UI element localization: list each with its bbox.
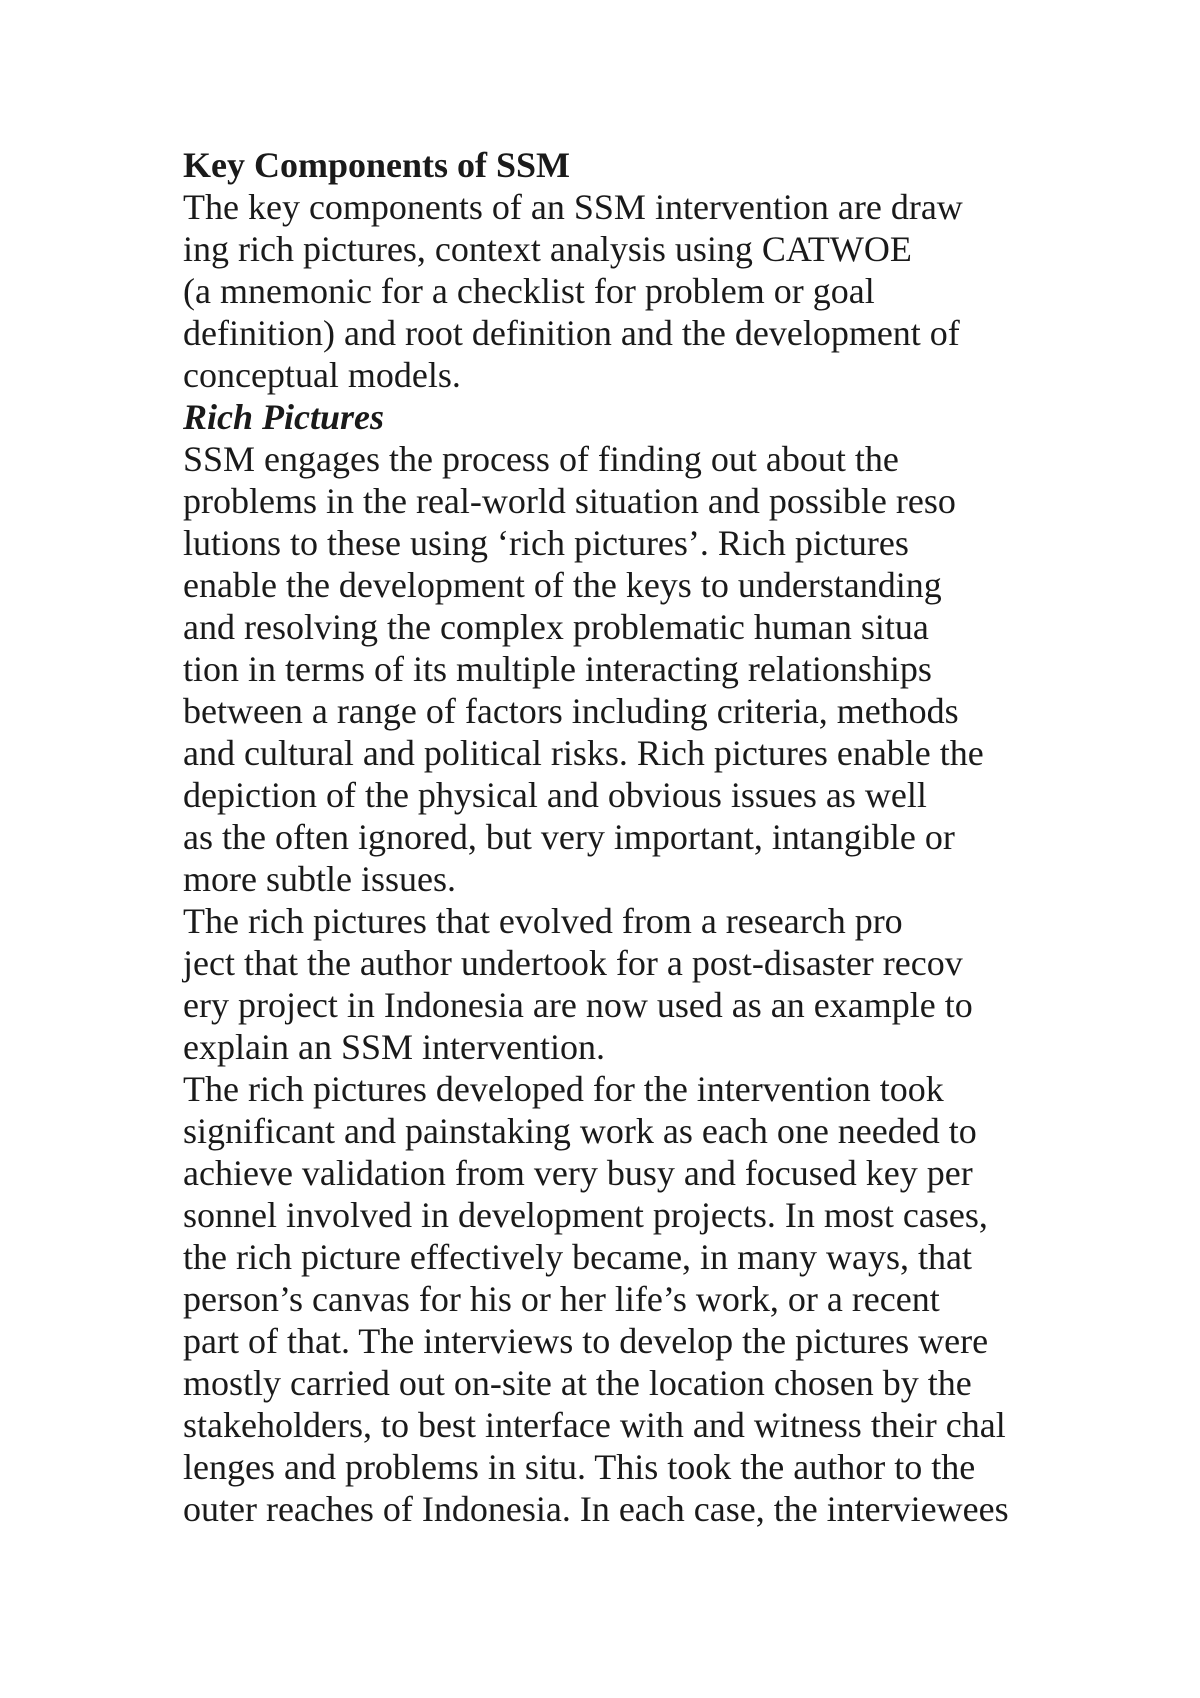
rich-pictures-paragraph-1 bbox=[183, 438, 1083, 900]
text-line: (a mnemonic for a checklist for problem or goal bbox=[183, 271, 875, 311]
text-line: problems in the real-world situation and possible reso bbox=[183, 481, 956, 521]
text-line: The key components of an SSM intervention are draw bbox=[183, 187, 963, 227]
text-line: lutions to these using ‘rich pictures’. Rich pictures bbox=[183, 523, 909, 563]
text-line: the rich picture effectively became, in many ways, that bbox=[183, 1237, 973, 1277]
intro-paragraph bbox=[183, 186, 1083, 396]
text-line: ing rich pictures, context analysis using CATWOE bbox=[183, 229, 912, 269]
text-line: The rich pictures developed for the intervention took bbox=[183, 1069, 944, 1109]
text-line: depiction of the physical and obvious issues as well bbox=[183, 775, 927, 815]
text-line: conceptual models. bbox=[183, 355, 461, 395]
text-line: as the often ignored, but very important, intangible or bbox=[183, 817, 955, 857]
text-line: ject that the author undertook for a post-disaster recov bbox=[183, 943, 963, 983]
section-heading: Key Components of SSM bbox=[183, 145, 571, 185]
text-line: between a range of factors including criteria, methods bbox=[183, 691, 959, 731]
text-line: mostly carried out on-site at the location chosen by the bbox=[183, 1363, 972, 1403]
text-line: SSM engages the process of finding out about the bbox=[183, 439, 899, 479]
rich-pictures-paragraph-2 bbox=[183, 900, 1083, 1068]
text-line: ery project in Indonesia are now used as an example to bbox=[183, 985, 973, 1025]
text-line: more subtle issues. bbox=[183, 859, 456, 899]
text-line: explain an SSM intervention. bbox=[183, 1027, 605, 1067]
text-line: part of that. The interviews to develop the pictures were bbox=[183, 1321, 989, 1361]
text-line: significant and painstaking work as each one needed to bbox=[183, 1111, 977, 1151]
text-line: and resolving the complex problematic human situa bbox=[183, 607, 929, 647]
text-line: person’s canvas for his or her life’s work, or a recent bbox=[183, 1279, 940, 1319]
text-line: enable the development of the keys to understanding bbox=[183, 565, 942, 605]
text-line: achieve validation from very busy and focused key per bbox=[183, 1153, 973, 1193]
text-line: stakeholders, to best interface with and witness their chal bbox=[183, 1405, 1006, 1445]
text-line: definition) and root definition and the development of bbox=[183, 313, 960, 353]
rich-pictures-paragraph-3 bbox=[183, 1068, 1083, 1530]
subsection-heading: Rich Pictures bbox=[183, 397, 385, 437]
text-line: and cultural and political risks. Rich pictures enable the bbox=[183, 733, 984, 773]
text-line: tion in terms of its multiple interacting relationships bbox=[183, 649, 932, 689]
text-line: outer reaches of Indonesia. In each case, the interviewees bbox=[183, 1489, 1009, 1529]
text-line: lenges and problems in situ. This took the author to the bbox=[183, 1447, 976, 1487]
document-page bbox=[183, 144, 1083, 1530]
text-line: sonnel involved in development projects. In most cases, bbox=[183, 1195, 988, 1235]
text-line: The rich pictures that evolved from a research pro bbox=[183, 901, 903, 941]
